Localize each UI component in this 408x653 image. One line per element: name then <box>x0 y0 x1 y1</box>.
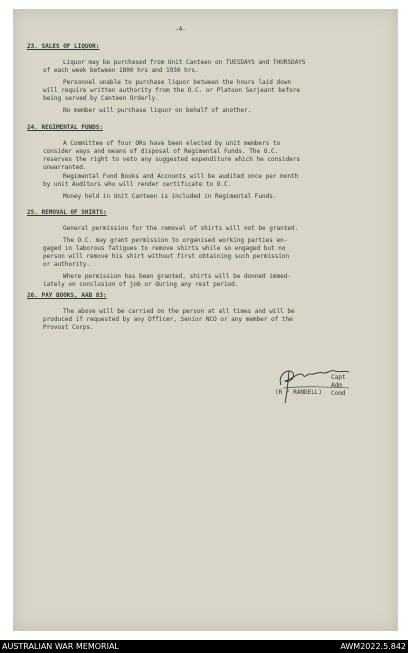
section-24-para-3: Money held in Unit Canteen is included in Regimental Funds. <box>63 193 277 200</box>
section-25-para-3-line-2: iately on conclusion of job or during any rest period. <box>43 281 239 288</box>
section-23-para-1-line-2: of each week between 1800 hrs and 1930 hrs. <box>43 67 199 74</box>
section-23-heading: 23. SALES OF LIQUOR: <box>27 43 100 50</box>
section-25-para-2-line-4: or authority. <box>43 261 91 268</box>
section-23-para-2-line-2: will require written authority from the O.C. or Platoon Serjeant before <box>43 87 300 94</box>
handwritten-signature <box>263 361 373 406</box>
footer-accession-number: AWM2022.5.842 <box>340 642 406 651</box>
section-24-para-1-line-3: reserves the right to veto any suggested expenditure which he considers <box>43 156 300 163</box>
section-25-para-2-line-3: person will remove his shirt without first obtaining such permission <box>43 253 290 260</box>
section-24-heading: 24. REGIMENTAL FUNDS: <box>27 124 103 131</box>
section-24-para-1-line-2: consider ways and means of disposal of Regimental Funds. The O.C. <box>43 148 279 155</box>
section-23-para-2-line-1: Personnel unable to purchase liquor between the hours laid down <box>63 79 291 86</box>
section-24-para-1-line-4: unwarranted. <box>43 164 87 171</box>
section-26-para-1-line-3: Provost Corps. <box>43 324 94 331</box>
signatory-title-comd: Comd <box>331 390 346 397</box>
section-25-para-2-line-2: gaged in laborous fatigues to remove shirts while so engaged but no <box>43 245 286 252</box>
section-25-para-1: General permission for the removal of shirts will not be granted. <box>63 225 299 232</box>
section-23-para-1-line-1: Liquor may be purchased from Unit Canteen on TUESDAYS and THURSDAYS <box>63 59 306 66</box>
section-26-heading: 26. PAY BOOKS, AAB 83: <box>27 292 107 299</box>
document-page <box>13 9 398 631</box>
section-26-para-1-line-1: The above will be carried on the person at all times and will be <box>63 308 295 315</box>
signatory-rank: Capt <box>331 374 346 381</box>
section-24-para-2-line-1: Regimental Fund Books and Accounts will be audited once per month <box>63 173 299 180</box>
section-25-para-2-line-1: The O.C. may grant permission to organised working parties en- <box>63 237 288 244</box>
section-24-para-1-line-1: A Committee of four ORs have been elected by unit members to <box>63 140 281 147</box>
signatory-name: (R F RANDELL) <box>275 389 323 396</box>
page-number: -4- <box>175 26 186 33</box>
section-26-para-1-line-2: produced if requested by any Officer, Senior NCO or any member of the <box>43 316 293 323</box>
signatory-title-adm: Adm <box>331 382 342 389</box>
footer-bar <box>0 640 408 653</box>
section-23-para-2-line-3: being served by Canteen Orderly. <box>43 95 159 102</box>
section-24-para-2-line-2: by unit Auditors who will render certificate to O.C. <box>43 181 232 188</box>
section-23-para-3: No member will purchase liquor on behalf of another. <box>63 107 252 114</box>
section-25-para-3-line-1: Where permission has been granted, shirts will be donned immed- <box>63 273 291 280</box>
section-25-heading: 25. REMOVAL OF SHIRTS: <box>27 209 107 216</box>
footer-credit: AUSTRALIAN WAR MEMORIAL <box>2 642 119 651</box>
signature-block <box>263 361 373 406</box>
